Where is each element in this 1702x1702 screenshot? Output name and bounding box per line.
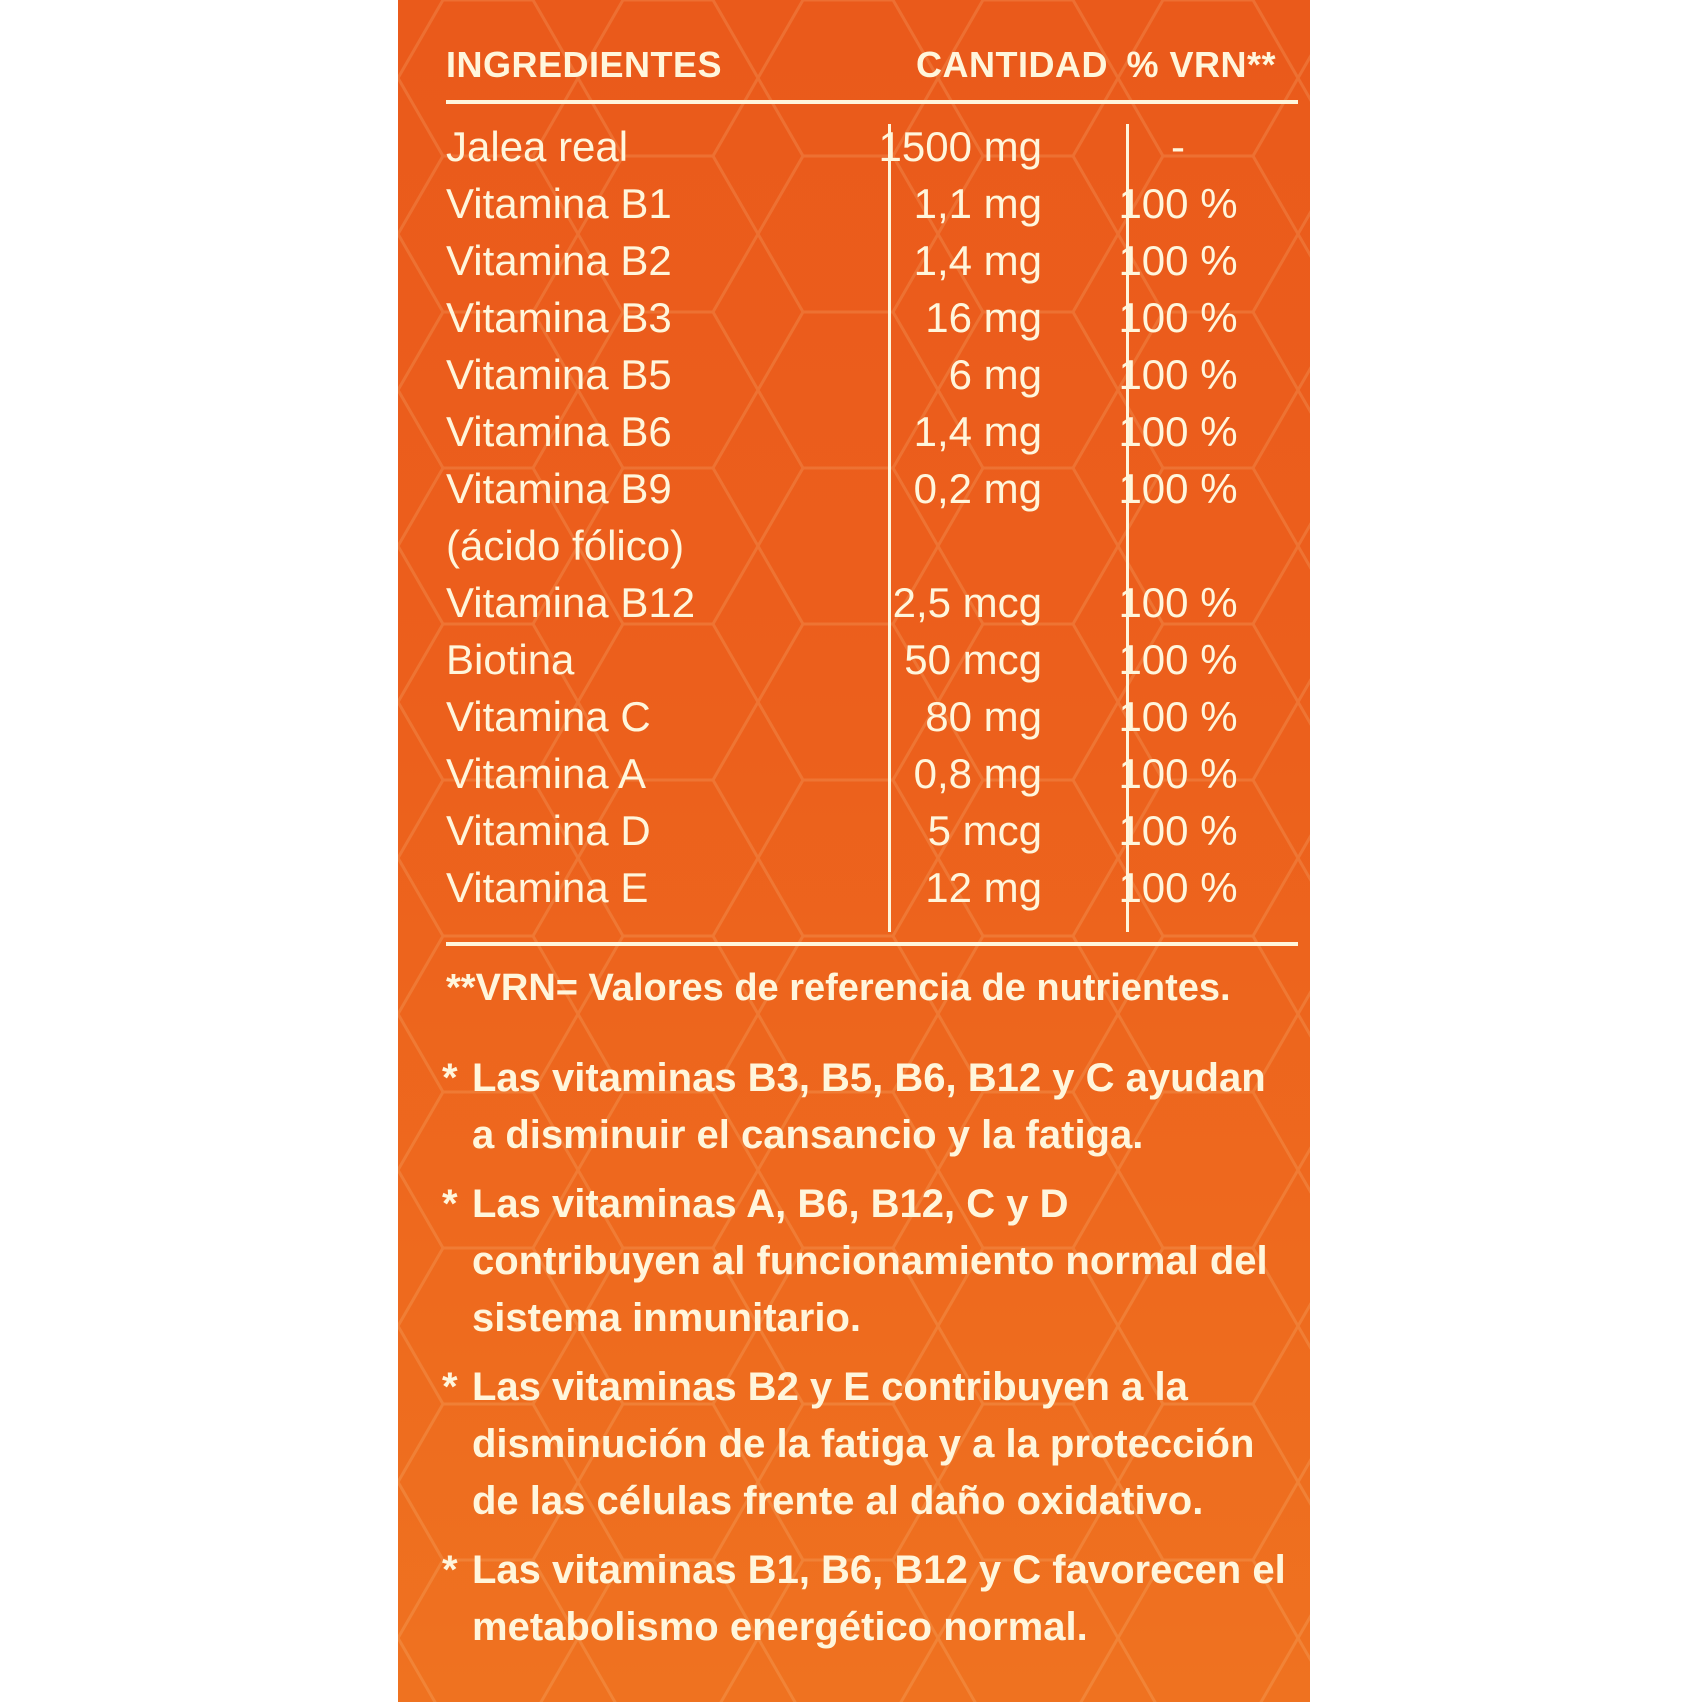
table-row xyxy=(446,289,1296,346)
table-row xyxy=(446,802,1296,859)
table-row xyxy=(446,403,1296,460)
ingredient-amount: 0,8 mg xyxy=(913,750,1042,797)
ingredient-vrn: 100 % xyxy=(1118,294,1238,341)
table-bottom-divider xyxy=(446,942,1298,946)
ingredient-amount: 80 mg xyxy=(925,693,1042,740)
ingredient-vrn: 100 % xyxy=(1118,636,1238,683)
ingredient-name: Vitamina B6 xyxy=(446,408,672,455)
nutrition-label-panel xyxy=(398,0,1310,1702)
ingredient-amount: 6 mg xyxy=(948,351,1042,398)
table-row xyxy=(446,118,1296,175)
table-row xyxy=(446,631,1296,688)
claim-text: Las vitaminas B3, B5, B6, B12 y C ayudan a disminuir el cansancio y la fatiga. xyxy=(472,1056,1266,1157)
ingredient-vrn: - xyxy=(1171,123,1185,170)
table-row xyxy=(446,574,1296,631)
ingredient-vrn: 100 % xyxy=(1118,237,1238,284)
ingredient-name: Vitamina B2 xyxy=(446,237,672,284)
ingredient-name: Biotina xyxy=(446,636,575,683)
header-divider xyxy=(446,100,1298,104)
ingredient-name: Vitamina C xyxy=(446,693,651,740)
column-header-vrn: % VRN** xyxy=(1126,44,1276,85)
ingredient-amount: 16 mg xyxy=(925,294,1042,341)
claim-text: Las vitaminas A, B6, B12, C y D contribuyen al funcionamiento normal del sistema inmunitario. xyxy=(472,1182,1268,1340)
health-claim xyxy=(442,1542,1298,1656)
vrn-footnote: **VRN= Valores de referencia de nutrientes. xyxy=(446,967,1231,1009)
health-claim xyxy=(442,1176,1298,1347)
table-row xyxy=(446,460,1296,574)
column-header-amount: CANTIDAD xyxy=(916,44,1108,85)
ingredient-name: Vitamina D xyxy=(446,807,651,854)
ingredient-name: Vitamina B5 xyxy=(446,351,672,398)
claim-text: Las vitaminas B2 y E contribuyen a la disminución de la fatiga y a la protección de las células frente al daño oxidativo. xyxy=(472,1365,1255,1523)
table-row xyxy=(446,346,1296,403)
table-row xyxy=(446,859,1296,916)
ingredient-amount: 1,4 mg xyxy=(913,408,1042,455)
ingredient-vrn: 100 % xyxy=(1118,807,1238,854)
asterisk-marker: * xyxy=(442,1365,458,1409)
column-header-ingredients: INGREDIENTES xyxy=(446,44,723,85)
health-claim xyxy=(442,1359,1298,1530)
ingredient-name: Vitamina B12 xyxy=(446,579,696,626)
ingredient-vrn: 100 % xyxy=(1118,351,1238,398)
ingredient-amount: 0,2 mg xyxy=(913,465,1042,512)
ingredient-amount: 2,5 mcg xyxy=(892,579,1042,626)
ingredient-name: Vitamina E xyxy=(446,864,649,911)
table-row xyxy=(446,745,1296,802)
ingredients-table-body xyxy=(446,118,1296,916)
ingredient-name: Vitamina B3 xyxy=(446,294,672,341)
ingredient-vrn: 100 % xyxy=(1118,465,1238,512)
ingredient-name: Vitamina A xyxy=(446,750,647,797)
ingredient-name: Jalea real xyxy=(446,123,629,170)
health-claims-list xyxy=(442,1050,1298,1668)
ingredient-vrn: 100 % xyxy=(1118,180,1238,227)
health-claim xyxy=(442,1050,1298,1164)
asterisk-marker: * xyxy=(442,1182,458,1226)
table-row xyxy=(446,175,1296,232)
asterisk-marker: * xyxy=(442,1056,458,1100)
table-row xyxy=(446,232,1296,289)
ingredient-amount: 50 mcg xyxy=(904,636,1042,683)
ingredient-vrn: 100 % xyxy=(1118,693,1238,740)
ingredient-amount: 1,4 mg xyxy=(913,237,1042,284)
claim-text: Las vitaminas B1, B6, B12 y C favorecen el metabolismo energético normal. xyxy=(472,1548,1286,1649)
ingredient-vrn: 100 % xyxy=(1118,750,1238,797)
ingredient-amount: 1,1 mg xyxy=(913,180,1042,227)
ingredient-amount: 12 mg xyxy=(925,864,1042,911)
ingredient-vrn: 100 % xyxy=(1118,408,1238,455)
ingredient-amount: 1500 mg xyxy=(878,123,1042,170)
table-header xyxy=(446,44,1296,96)
ingredient-amount: 5 mcg xyxy=(927,807,1042,854)
ingredient-name: Vitamina B9 (ácido fólico) xyxy=(446,465,685,569)
ingredient-vrn: 100 % xyxy=(1118,864,1238,911)
ingredient-vrn: 100 % xyxy=(1118,579,1238,626)
table-row xyxy=(446,688,1296,745)
asterisk-marker: * xyxy=(442,1548,458,1592)
ingredient-name: Vitamina B1 xyxy=(446,180,672,227)
